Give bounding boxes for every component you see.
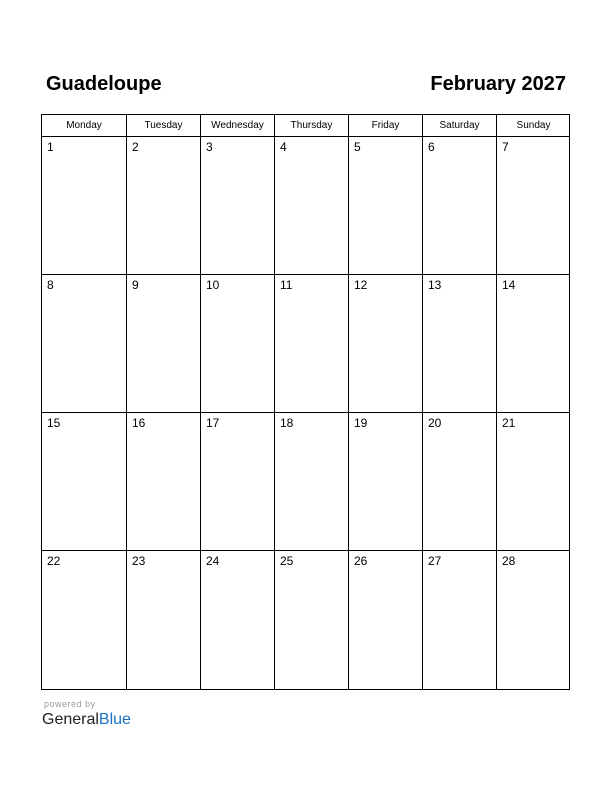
day-number: 24 (206, 554, 220, 568)
day-number: 2 (132, 140, 139, 154)
country-title: Guadeloupe (46, 73, 162, 95)
day-cell (349, 413, 423, 551)
weekday-saturday: Saturday (423, 115, 497, 137)
brand-name-part2: Blue (98, 711, 131, 728)
day-number: 11 (280, 278, 293, 292)
day-number: 25 (280, 554, 294, 568)
day-number: 4 (280, 140, 287, 154)
day-number: 23 (132, 554, 146, 568)
day-number: 16 (132, 416, 146, 430)
weekday-friday: Friday (349, 115, 423, 137)
day-cell (42, 275, 127, 413)
day-number: 19 (354, 416, 368, 430)
day-cell (497, 551, 570, 689)
footer-branding (42, 698, 182, 734)
day-cell (275, 413, 349, 551)
day-number: 28 (502, 554, 516, 568)
day-cell (423, 551, 497, 689)
day-number: 1 (47, 140, 54, 154)
weekday-sunday: Sunday (497, 115, 570, 137)
brand-logo[interactable] (42, 710, 131, 730)
day-number: 27 (428, 554, 442, 568)
day-number: 12 (354, 278, 368, 292)
day-number: 10 (206, 278, 220, 292)
day-cell (275, 551, 349, 689)
day-cell (497, 413, 570, 551)
day-cell (42, 137, 127, 275)
day-cell (127, 275, 201, 413)
day-cell (349, 275, 423, 413)
calendar-header (42, 70, 570, 98)
day-cell (127, 413, 201, 551)
day-cell (201, 413, 275, 551)
day-number: 13 (428, 278, 442, 292)
day-number: 17 (206, 416, 220, 430)
day-cell (201, 275, 275, 413)
day-cell (127, 551, 201, 689)
day-number: 3 (206, 140, 213, 154)
day-number: 14 (502, 278, 516, 292)
day-cell (497, 275, 570, 413)
day-number: 26 (354, 554, 368, 568)
day-number: 18 (280, 416, 294, 430)
day-cell (497, 137, 570, 275)
weekday-tuesday: Tuesday (127, 115, 201, 137)
day-cell (275, 137, 349, 275)
day-number: 6 (428, 140, 435, 154)
day-cell (349, 551, 423, 689)
weekday-monday: Monday (42, 115, 127, 137)
powered-by-label: powered by (44, 699, 96, 709)
day-number: 20 (428, 416, 442, 430)
day-number: 15 (47, 416, 61, 430)
day-cell (127, 137, 201, 275)
weekday-wednesday: Wednesday (201, 115, 275, 137)
day-cell (42, 413, 127, 551)
day-cell (349, 137, 423, 275)
day-cell (201, 551, 275, 689)
day-cell (275, 275, 349, 413)
brand-name-part1: General (42, 711, 99, 728)
day-number: 7 (502, 140, 509, 154)
calendar-grid (41, 114, 570, 690)
day-cell (42, 551, 127, 689)
month-title: February 2027 (430, 73, 566, 95)
day-number: 21 (502, 416, 516, 430)
day-number: 9 (132, 278, 139, 292)
day-cell (423, 413, 497, 551)
day-number: 5 (354, 140, 361, 154)
day-cell (423, 275, 497, 413)
day-cell (423, 137, 497, 275)
day-number: 22 (47, 554, 61, 568)
day-number: 8 (47, 278, 54, 292)
weekday-thursday: Thursday (275, 115, 349, 137)
day-cell (201, 137, 275, 275)
